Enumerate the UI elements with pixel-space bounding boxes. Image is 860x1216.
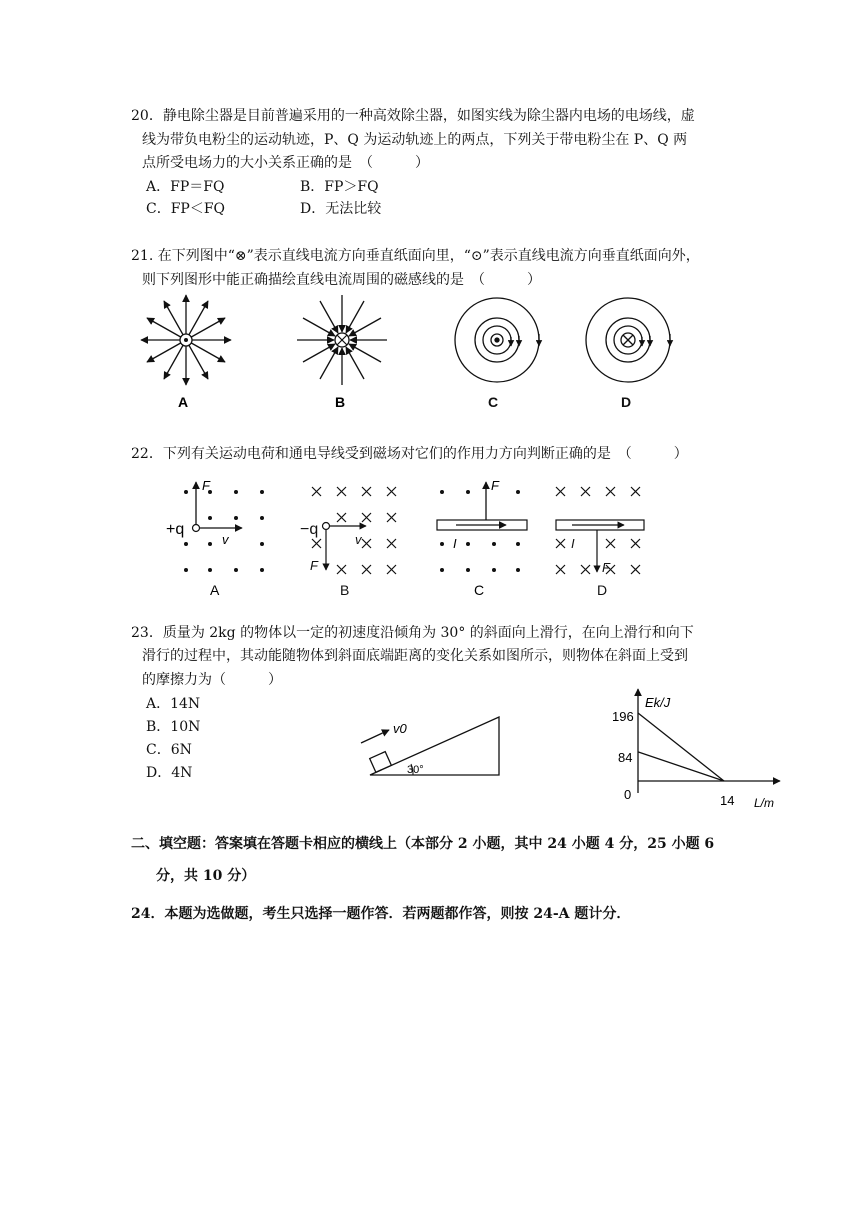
q22-label-d: D xyxy=(597,582,608,598)
q22-c-force-label: F xyxy=(491,478,499,493)
q22-figure-a xyxy=(166,478,264,598)
q22-a-velocity-label: v xyxy=(222,532,229,547)
q21-label-d: D xyxy=(621,394,632,410)
q20-line2: 线为带负电粉尘的运动轨迹，P、Q 为运动轨迹上的两点，下列关于带电粉尘在 P、Q 两 xyxy=(142,132,688,148)
q23-line2: 滑行的过程中，其动能随物体到斜面底端距离的变化关系如图所示，则物体在斜面上受到 xyxy=(142,648,688,664)
q22-c-current-label: I xyxy=(453,536,457,551)
q23-origin-label: 0 xyxy=(624,787,632,802)
q23-ek-graph xyxy=(612,685,782,815)
q22-b-charge-label: −q xyxy=(300,521,319,538)
q21-line1: 21. 在下列图中“⊗”表示直线电流方向垂直纸面向里，“⊙”表示直线电流方向垂直纸面向外， xyxy=(131,248,700,264)
q22-label-a: A xyxy=(210,582,220,598)
q23-graph-line-2 xyxy=(638,752,724,781)
q23-y-tick-196: 196 xyxy=(612,709,634,724)
q23-graph-line-1 xyxy=(638,713,724,781)
q22-a-force-label: F xyxy=(202,478,210,493)
q21-label-a: A xyxy=(178,394,189,410)
q22-line1: 22．下列有关运动电荷和通电导线受到磁场对它们的作用力方向判断正确的是 （ ） xyxy=(131,446,688,462)
q22-figure-c xyxy=(437,478,527,598)
q23-velocity-label: v0 xyxy=(393,721,407,736)
section2-title-line2: 分，共 10 分） xyxy=(156,868,256,884)
q23-line3: 的摩擦力为（ ） xyxy=(142,672,282,688)
q21-figures xyxy=(130,290,690,420)
q23-x-tick-14: 14 xyxy=(720,793,735,808)
q22-a-charge-label: +q xyxy=(166,521,185,538)
q24-line1: 24．本题为选做题，考生只选择一题作答．若两题都作答，则按 24-A 题计分． xyxy=(131,906,631,922)
q22-b-velocity-label: v xyxy=(355,532,362,547)
q22-d-force-label: F xyxy=(602,560,610,575)
q20-option-a: A．FP＝FQ xyxy=(146,179,225,195)
q23-line1: 23．质量为 2kg 的物体以一定的初速度沿倾角为 30° 的斜面向上滑行，在向上滑行和向下 xyxy=(131,625,694,641)
q23-incline-figure xyxy=(355,716,505,778)
q22-figures xyxy=(160,476,660,601)
q21-figure-b xyxy=(297,295,387,410)
q20-option-d: D．无法比较 xyxy=(300,201,382,217)
q23-block xyxy=(370,752,392,773)
q21-figure-a xyxy=(141,295,231,410)
q21-figure-d xyxy=(586,298,670,410)
q22-figure-b xyxy=(300,487,396,598)
q21-line2: 则下列图形中能正确描绘直线电流周围的磁感线的是 （ ） xyxy=(142,272,541,288)
q23-y-label: Ek/J xyxy=(645,695,671,710)
q22-b-force-label: F xyxy=(310,558,318,573)
q22-label-b: B xyxy=(340,582,350,598)
q22-d-current-label: I xyxy=(571,536,575,551)
section2-title-line1: 二、填空题：答案填在答题卡相应的横线上（本部分 2 小题，其中 24 小题 4 分，25 小题 6 xyxy=(131,836,715,852)
q23-angle-label: 30° xyxy=(407,764,424,776)
q20-line3: 点所受电场力的大小关系正确的是 （ ） xyxy=(142,155,429,171)
q23-option-d: D．4N xyxy=(146,765,193,781)
q22-figure-d xyxy=(556,487,644,598)
q21-label-c: C xyxy=(488,394,499,410)
q20-option-b: B．FP＞FQ xyxy=(300,179,379,195)
q23-option-b: B．10N xyxy=(146,719,201,735)
q20-option-c: C．FP＜FQ xyxy=(146,201,226,217)
q22-label-c: C xyxy=(474,582,485,598)
q20-line1: 20．静电除尘器是目前普遍采用的一种高效除尘器，如图实线为除尘器内电场的电场线，虚 xyxy=(131,108,695,124)
q23-option-c: C．6N xyxy=(146,742,192,758)
q21-label-b: B xyxy=(335,394,346,410)
q23-x-label: L/m xyxy=(754,796,775,810)
q23-y-tick-84: 84 xyxy=(618,750,633,765)
q21-figure-c xyxy=(455,298,539,410)
q23-option-a: A．14N xyxy=(146,696,201,712)
